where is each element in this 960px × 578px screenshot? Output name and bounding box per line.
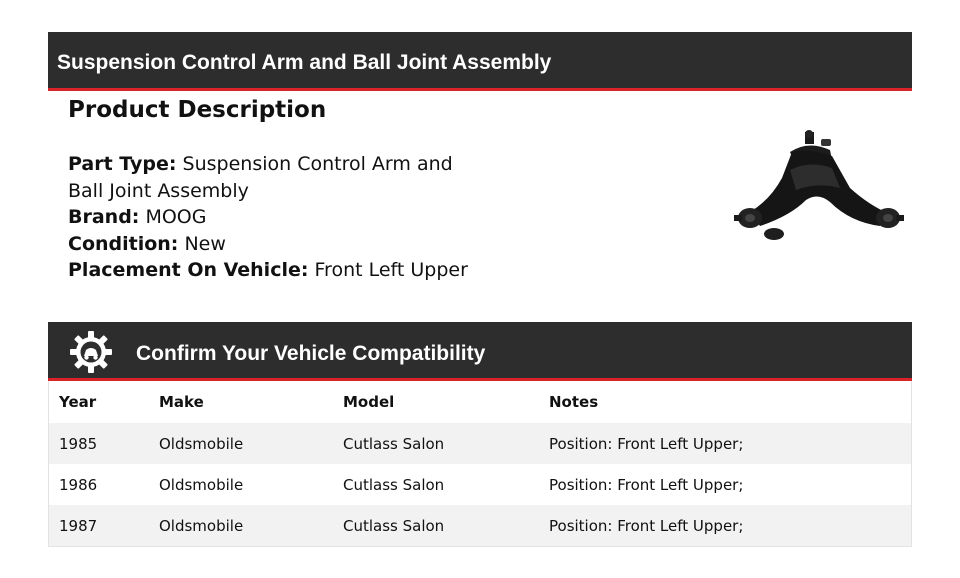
compatibility-title: Confirm Your Vehicle Compatibility xyxy=(136,342,486,365)
product-title: Suspension Control Arm and Ball Joint Assembly xyxy=(57,51,552,74)
cell-year: 1985 xyxy=(49,423,150,464)
cell-year: 1987 xyxy=(49,505,150,547)
spec-part-type xyxy=(68,151,488,204)
spec-value: New xyxy=(184,232,226,255)
cell-model: Cutlass Salon xyxy=(333,423,539,464)
column-header-model: Model xyxy=(333,381,539,423)
spec-value: MOOG xyxy=(145,206,207,228)
compatibility-table xyxy=(48,381,912,547)
product-description-heading: Product Description xyxy=(68,97,327,123)
compatibility-banner xyxy=(48,322,912,381)
table-row xyxy=(49,423,912,464)
cell-notes: Position: Front Left Upper; xyxy=(539,505,912,547)
table-row xyxy=(49,505,912,547)
control-arm-image xyxy=(730,130,905,245)
cell-make: Oldsmobile xyxy=(149,464,333,505)
spec-placement xyxy=(68,257,488,284)
spec-label: Condition: xyxy=(68,232,179,255)
table-header-row xyxy=(49,381,912,423)
spec-value: Front Left Upper xyxy=(314,259,468,281)
cell-notes: Position: Front Left Upper; xyxy=(539,464,912,505)
cell-make: Oldsmobile xyxy=(149,505,333,547)
table-row xyxy=(49,464,912,505)
cell-model: Cutlass Salon xyxy=(333,505,539,547)
column-header-year: Year xyxy=(49,381,150,423)
spec-label: Part Type: xyxy=(68,153,177,175)
cell-make: Oldsmobile xyxy=(149,423,333,464)
spec-label: Brand: xyxy=(68,206,140,228)
column-header-make: Make xyxy=(149,381,333,423)
spec-condition xyxy=(68,231,488,258)
spec-brand xyxy=(68,204,488,231)
product-specs xyxy=(68,151,488,284)
cell-notes: Position: Front Left Upper; xyxy=(539,423,912,464)
cell-year: 1986 xyxy=(49,464,150,505)
spec-value: Suspension Control Arm and Ball Joint Assembly xyxy=(68,153,453,202)
product-title-banner xyxy=(48,32,912,91)
spec-label: Placement On Vehicle: xyxy=(68,259,309,281)
cell-model: Cutlass Salon xyxy=(333,464,539,505)
gear-car-icon xyxy=(69,330,113,374)
column-header-notes: Notes xyxy=(539,381,912,423)
